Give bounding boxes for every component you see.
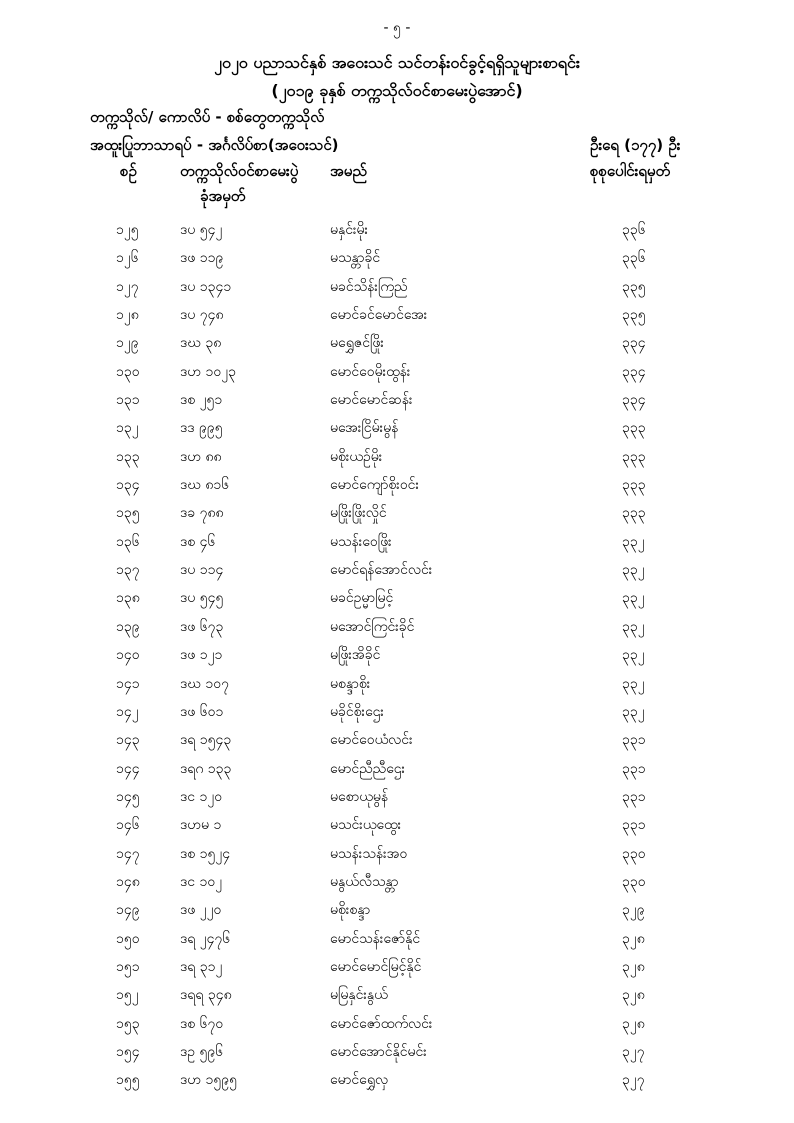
serial-number: ၁၃၀ [116,363,140,380]
student-name: မစန္ဒာစိုး [330,675,371,692]
serial-number: ၁၄၆ [116,817,140,834]
student-name: မရွှေဇင်ဖြိုး [330,335,384,352]
total-marks: ၃၂၇ [622,1072,645,1089]
student-name: မခင်သိန်းကြည် [330,278,408,295]
total-marks: ၃၂၉ [622,902,645,919]
total-marks: ၃၂၇ [622,1043,645,1060]
serial-number: ၁၅၅ [116,1072,140,1089]
roll-number: ဒရဂ ၁၃၃ [180,760,232,777]
student-name: မောင်ရန်အောင်လင်း [330,562,433,579]
serial-number: ၁၅၂ [116,987,139,1004]
table-row [0,925,794,953]
table-row [0,528,794,556]
student-name: မောင်ဝေယံလင်း [330,732,413,749]
roll-number: ဒဖ ၁၂၁ [180,647,223,664]
student-name: မမြနှင်းနွယ် [330,987,388,1004]
total-marks: ၃၃၃ [622,448,646,465]
serial-number: ၁၄၅ [116,788,140,805]
serial-number: ၁၄၈ [116,873,140,890]
roll-number: ဒဖ ၂၂၀ [180,902,222,919]
table-row [0,499,794,527]
total-marks: ၃၃၃ [622,420,646,437]
roll-number: ဒဒ ၉၉၅ [180,420,223,437]
table-row [0,896,794,924]
serial-number: ၁၅၀ [116,930,140,947]
header-roll-number: တက္ကသိုလ်ဝင်စာမေးပွဲ [180,162,299,180]
table-row [0,273,794,301]
serial-number: ၁၄၄ [116,760,140,777]
roll-number: ဒဃ ၈၁၆ [180,477,230,494]
table-row [0,301,794,329]
serial-number: ၁၂၇ [116,278,139,295]
subject-line: အထူးပြုဘာသာရပ် - အင်္ဂလိပ်စာ(အဝေးသင်) [90,136,339,154]
table-row [0,358,794,386]
student-name: မောင်ရွှေလှ [330,1072,389,1089]
student-name: မောင်ဇော်ထက်လင်း [330,1015,433,1032]
header-serial: စဉ် [120,162,137,180]
table-row [0,811,794,839]
document-title: ၂၀၂၀ ပညာသင်နှစ် အဝေးသင် သင်တန်းဝင်ခွင့်ရရှိသူများစာရင်း [214,53,580,72]
header-total-marks: စုစုပေါင်းရမှတ် [590,162,671,180]
total-marks: ၃၃၆ [622,222,646,238]
serial-number: ၁၃၆ [116,533,140,550]
roll-number: ဒဟ ၁၅၉၅ [180,1072,237,1089]
total-marks: ၃၃၃ [622,477,646,494]
total-marks: ၃၂၈ [622,1015,645,1032]
roll-number: ဒဖ ၆၇၃ [180,618,224,635]
student-name: မောင်ညီညီဌေး [330,760,406,777]
table-row [0,1038,794,1066]
total-marks: ၃၂၈ [622,987,645,1004]
serial-number: ၁၂၈ [116,307,139,324]
roll-number: ဒဟမ ၁ [180,817,222,834]
page-number: - ၅ - [383,20,411,36]
roll-number: ဒဖ ၆၀၁ [180,703,224,720]
serial-number: ၁၄၇ [116,845,140,862]
table-row [0,244,794,272]
total-marks: ၃၂၈ [622,958,645,975]
roll-number: ဒပ ၅၄၂ [180,222,223,238]
student-name: မဖြိုးအိခိုင် [330,647,381,664]
total-marks: ၃၃၂ [622,618,645,635]
total-marks: ၃၃၄ [622,335,646,352]
student-name: မစောယုမွန် [330,788,389,805]
serial-number: ၁၂၅ [116,222,139,238]
serial-number: ၁၃၅ [116,505,140,522]
serial-number: ၁၃၇ [116,562,140,579]
roll-number: ဒပ ၇၄၈ [180,307,224,324]
total-marks: ၃၃၅ [622,307,646,324]
table-row [0,953,794,981]
total-marks: ၃၃၂ [622,675,645,692]
roll-number: ဒရ ၂၄၇၆ [180,930,231,947]
total-marks: ၃၃၁ [622,817,646,834]
header-roll-number-line2: ခုံအမှတ် [200,187,246,205]
header-name: အမည် [330,162,367,180]
total-marks: ၃၃၁ [622,760,646,777]
table-row [0,1066,794,1094]
total-marks: ၃၃၄ [622,363,646,380]
total-marks: ၃၃၅ [622,278,646,295]
total-marks: ၃၃၀ [622,873,646,890]
student-name: မောင်အောင်နိုင်မင်း [330,1043,427,1060]
roll-number: ဒရ ၃၁၂ [180,958,223,975]
serial-number: ၁၄၃ [116,732,140,749]
table-row [0,414,794,442]
total-marks: ၃၂၈ [622,930,645,947]
serial-number: ၁၃၈ [116,590,140,607]
serial-number: ၁၅၃ [116,1015,140,1032]
roll-number: ဒစ ၆၇၀ [180,1015,224,1032]
student-name: မခင်ဥမ္မာမြင့် [330,590,394,607]
table-row [0,840,794,868]
serial-number: ၁၂၉ [116,335,139,352]
roll-number: ဒဃ ၃၈ [180,335,222,352]
student-name: မသန္တာခိုင် [330,250,381,267]
student-name: မသန်းဝေဖြိုး [330,533,392,550]
student-name: မောင်ကျော်စိုးဝင်း [330,477,420,494]
table-row [0,584,794,612]
table-row [0,216,794,244]
roll-number: ဒဃ ၁၀၇ [180,675,230,692]
table-row [0,1010,794,1038]
serial-number: ၁၅၄ [116,1043,140,1060]
student-name: မောင်သန်းဇော်နိုင် [330,930,421,947]
total-marks: ၃၃၁ [622,732,646,749]
roll-number: ဒစ ၂၅၁ [180,392,223,409]
table-row [0,783,794,811]
roll-number: ဒင ၁၂၀ [180,788,223,805]
student-name: မစိုးစန္ဒာ [330,902,371,919]
table-row [0,755,794,783]
roll-number: ဒပ ၅၄၅ [180,590,224,607]
table-row [0,471,794,499]
roll-number: ဒဟ ၈၈ [180,448,222,465]
roll-number: ဒစ ၁၅၂၄ [180,845,231,862]
table-row [0,329,794,357]
university-line: တက္ကသိုလ်/ ကောလိပ် - စစ်တွေတက္ကသိုလ် [90,108,325,126]
serial-number: ၁၃၃ [116,448,140,465]
serial-number: ၁၄၀ [116,647,140,664]
serial-number: ၁၄၂ [116,703,139,720]
total-marks: ၃၃၂ [622,562,645,579]
roll-number: ဒရရ ၃၄၈ [180,987,232,1004]
table-row [0,981,794,1009]
table-row [0,641,794,669]
total-marks: ၃၃၂ [622,647,645,664]
total-marks: ၃၃၂ [622,703,645,720]
roll-number: ဒခ ၇၈၈ [180,505,224,522]
student-name: မခိုင်စိုးဌေး [330,703,384,720]
roll-number: ဒင ၁၀၂ [180,873,223,890]
table-row [0,670,794,698]
student-name: မစိုးယဉ်မိုး [330,448,383,465]
table-row [0,556,794,584]
student-name: မောင်ခင်မောင်အေး [330,307,428,324]
document-subtitle: (၂၀၁၉ ခုနှစ် တက္ကသိုလ်ဝင်စာမေးပွဲအောင်) [271,81,523,100]
roll-number: ဒဖ ၁၁၉ [180,250,224,267]
serial-number: ၁၃၁ [116,392,140,409]
total-count: ဦးရေ (၁၇၇) ဦး [590,136,681,154]
roll-number: ဒပ ၁၁၄ [180,562,224,579]
serial-number: ၁၃၉ [116,618,140,635]
serial-number: ၁၅၁ [116,958,140,975]
student-name: မသင်းယုထွေး [330,817,402,834]
table-row [0,443,794,471]
total-marks: ၃၃၆ [622,250,646,267]
table-row [0,726,794,754]
table-row [0,613,794,641]
student-name: မအောင်ကြင်းခိုင် [330,618,415,635]
student-name: မောင်မောင်ဆန်း [330,392,413,409]
total-marks: ၃၃၄ [622,392,646,409]
serial-number: ၁၄၁ [116,675,140,692]
student-name: မောင်မောင်မြင့်နိုင် [330,958,422,975]
serial-number: ၁၃၂ [116,420,139,437]
student-name: မနှင်းမိုး [330,222,369,238]
roll-number: ဒပ ၁၃၄၁ [180,278,232,295]
total-marks: ၃၃၂ [622,590,645,607]
student-name: မောင်ဝေမိုးထွန်း [330,363,411,380]
total-marks: ၃၃၃ [622,505,646,522]
total-marks: ၃၃၁ [622,788,646,805]
table-row [0,698,794,726]
roll-number: ဒဥ ၅၉၆ [180,1043,224,1060]
roll-number: ဒစ ၄၆ [180,533,216,550]
total-marks: ၃၃၂ [622,533,645,550]
student-name: မသန်းသန်းအ၀ [330,845,408,862]
roll-number: ဒရ ၁၅၄၃ [180,732,232,749]
serial-number: ၁၄၉ [116,902,140,919]
student-name: မနွယ်လီသန္တာ [330,873,399,890]
serial-number: ၁၂၆ [116,250,139,267]
table-row [0,868,794,896]
student-list [0,216,794,1095]
student-name: မအေးငြိမ်းမွန် [330,420,399,437]
table-row [0,386,794,414]
roll-number: ဒဟ ၁၀၂၃ [180,363,236,380]
student-name: မဖြိုးဖြိုးလှိုင် [330,505,387,522]
total-marks: ၃၃၀ [622,845,646,862]
serial-number: ၁၃၄ [116,477,140,494]
